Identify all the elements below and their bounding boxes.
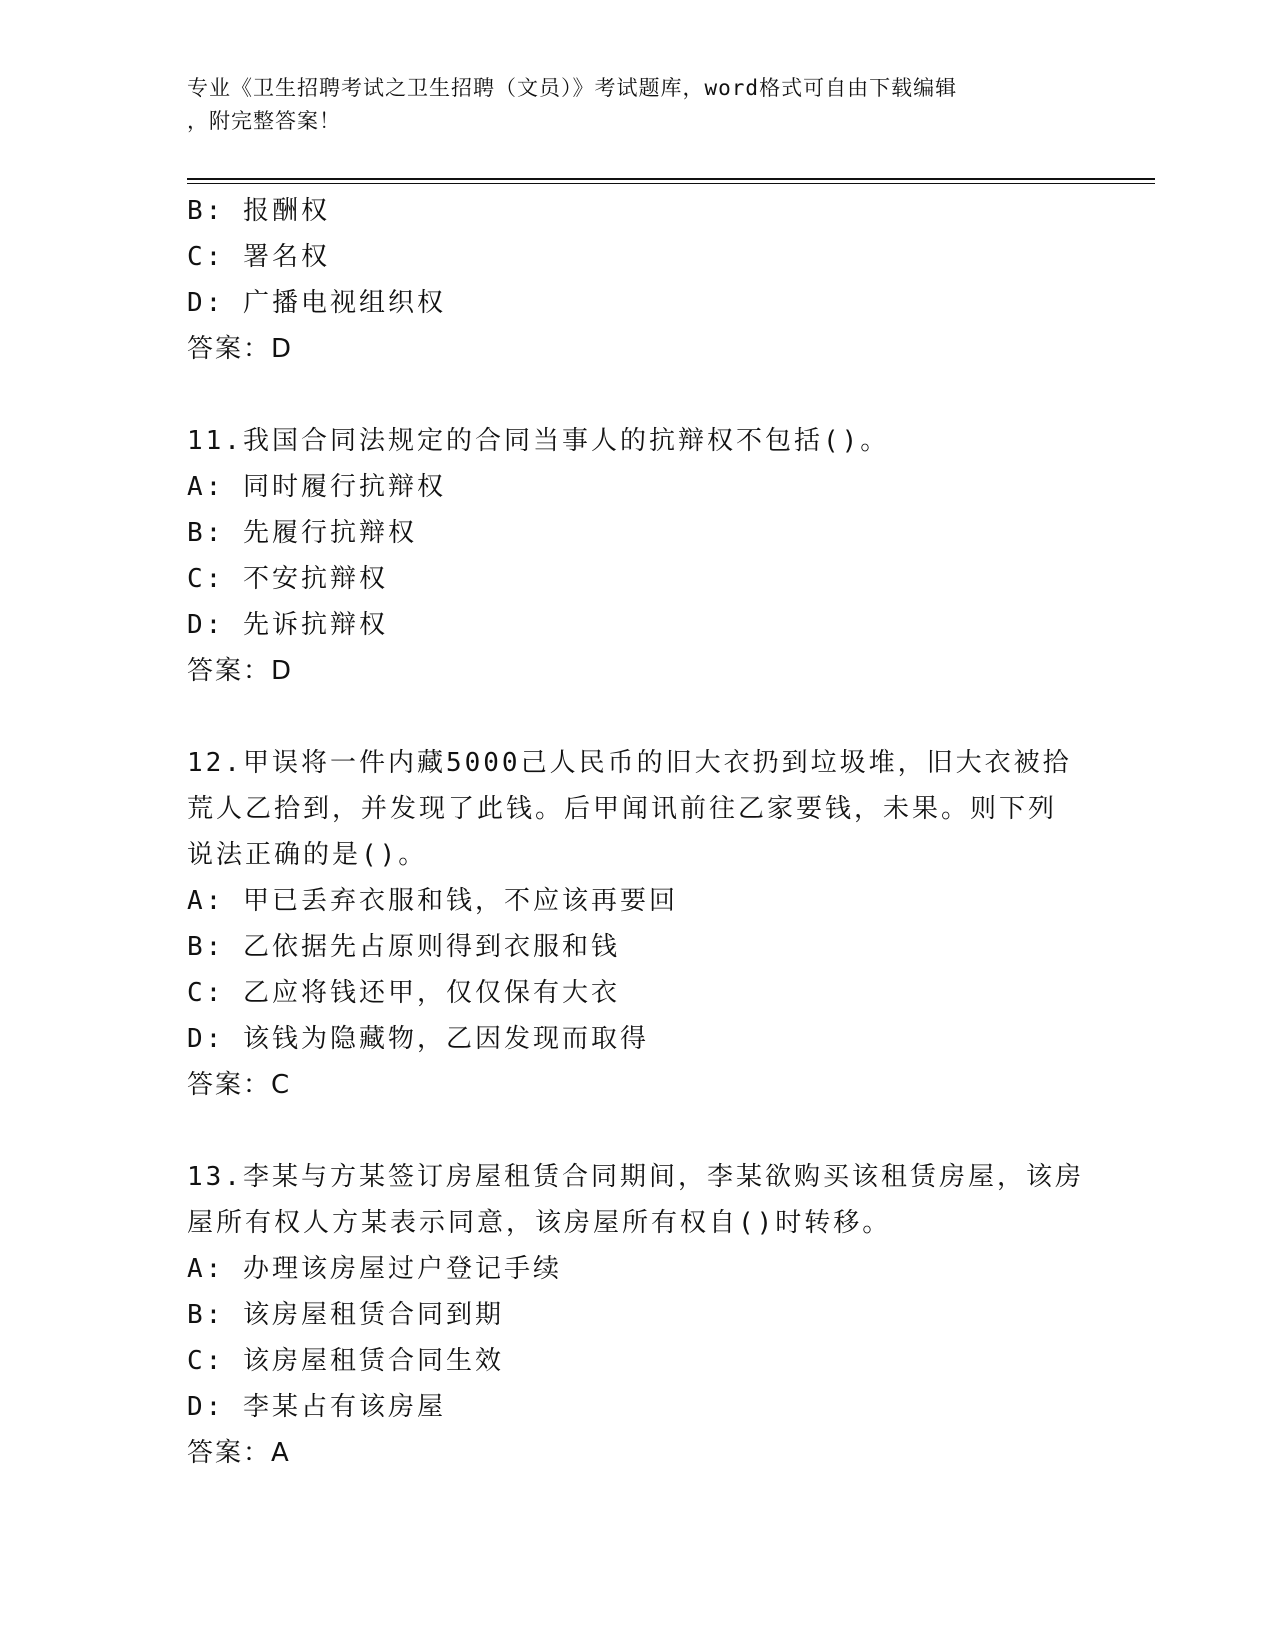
- header-line-2: ，附完整答案！: [187, 109, 341, 133]
- option-a: A: 甲已丢弃衣服和钱，不应该再要回: [187, 886, 678, 916]
- answer-line: 答案：A: [187, 1438, 291, 1468]
- option-d: D: 先诉抗辩权: [187, 610, 388, 640]
- spacer: [187, 694, 1087, 740]
- option-b: B: 报酬权: [187, 196, 330, 226]
- header-line-1: 专业《卫生招聘考试之卫生招聘（文员）》考试题库，word格式可自由下载编辑: [187, 76, 958, 100]
- option-b: B: 该房屋租赁合同到期: [187, 1300, 504, 1330]
- answer-line: 答案：D: [187, 656, 294, 686]
- question-13: [187, 1154, 1087, 1476]
- question-list: [187, 188, 1087, 1476]
- option-a: A: 同时履行抗辩权: [187, 472, 446, 502]
- answer-line: 答案：D: [187, 334, 294, 364]
- header-divider-thick: [187, 178, 1155, 180]
- option-b: B: 先履行抗辩权: [187, 518, 417, 548]
- question-11: [187, 418, 1087, 694]
- option-c: C: 乙应将钱还甲，仅仅保有大衣: [187, 978, 620, 1008]
- document-header: [187, 72, 1067, 138]
- question-stem-line-3: 说法正确的是()。: [187, 840, 428, 870]
- spacer: [187, 1108, 1087, 1154]
- option-b: B: 乙依据先占原则得到衣服和钱: [187, 932, 620, 962]
- option-c: C: 该房屋租赁合同生效: [187, 1346, 504, 1376]
- question-stem-line-1: 12.甲误将一件内藏5000己人民币的旧大衣扔到垃圾堆，旧大衣被拾: [187, 748, 1072, 778]
- question-12: [187, 740, 1087, 1108]
- question-stem-line-2: 荒人乙拾到，并发现了此钱。后甲闻讯前往乙家要钱，未果。则下列: [187, 794, 1058, 824]
- answer-line: 答案：C: [187, 1070, 292, 1100]
- header-divider-thin: [187, 183, 1155, 184]
- question-10: [187, 188, 1087, 372]
- option-c: C: 不安抗辩权: [187, 564, 388, 594]
- option-d: D: 广播电视组织权: [187, 288, 446, 318]
- option-a: A: 办理该房屋过户登记手续: [187, 1254, 562, 1284]
- question-stem-line-1: 13.李某与方某签订房屋租赁合同期间，李某欲购买该租赁房屋，该房: [187, 1162, 1084, 1192]
- question-stem: 11.我国合同法规定的合同当事人的抗辩权不包括()。: [187, 426, 890, 456]
- option-d: D: 李某占有该房屋: [187, 1392, 446, 1422]
- option-d: D: 该钱为隐藏物，乙因发现而取得: [187, 1024, 649, 1054]
- spacer: [187, 372, 1087, 418]
- option-c: C: 署名权: [187, 242, 330, 272]
- question-stem-line-2: 屋所有权人方某表示同意，该房屋所有权自()时转移。: [187, 1208, 892, 1238]
